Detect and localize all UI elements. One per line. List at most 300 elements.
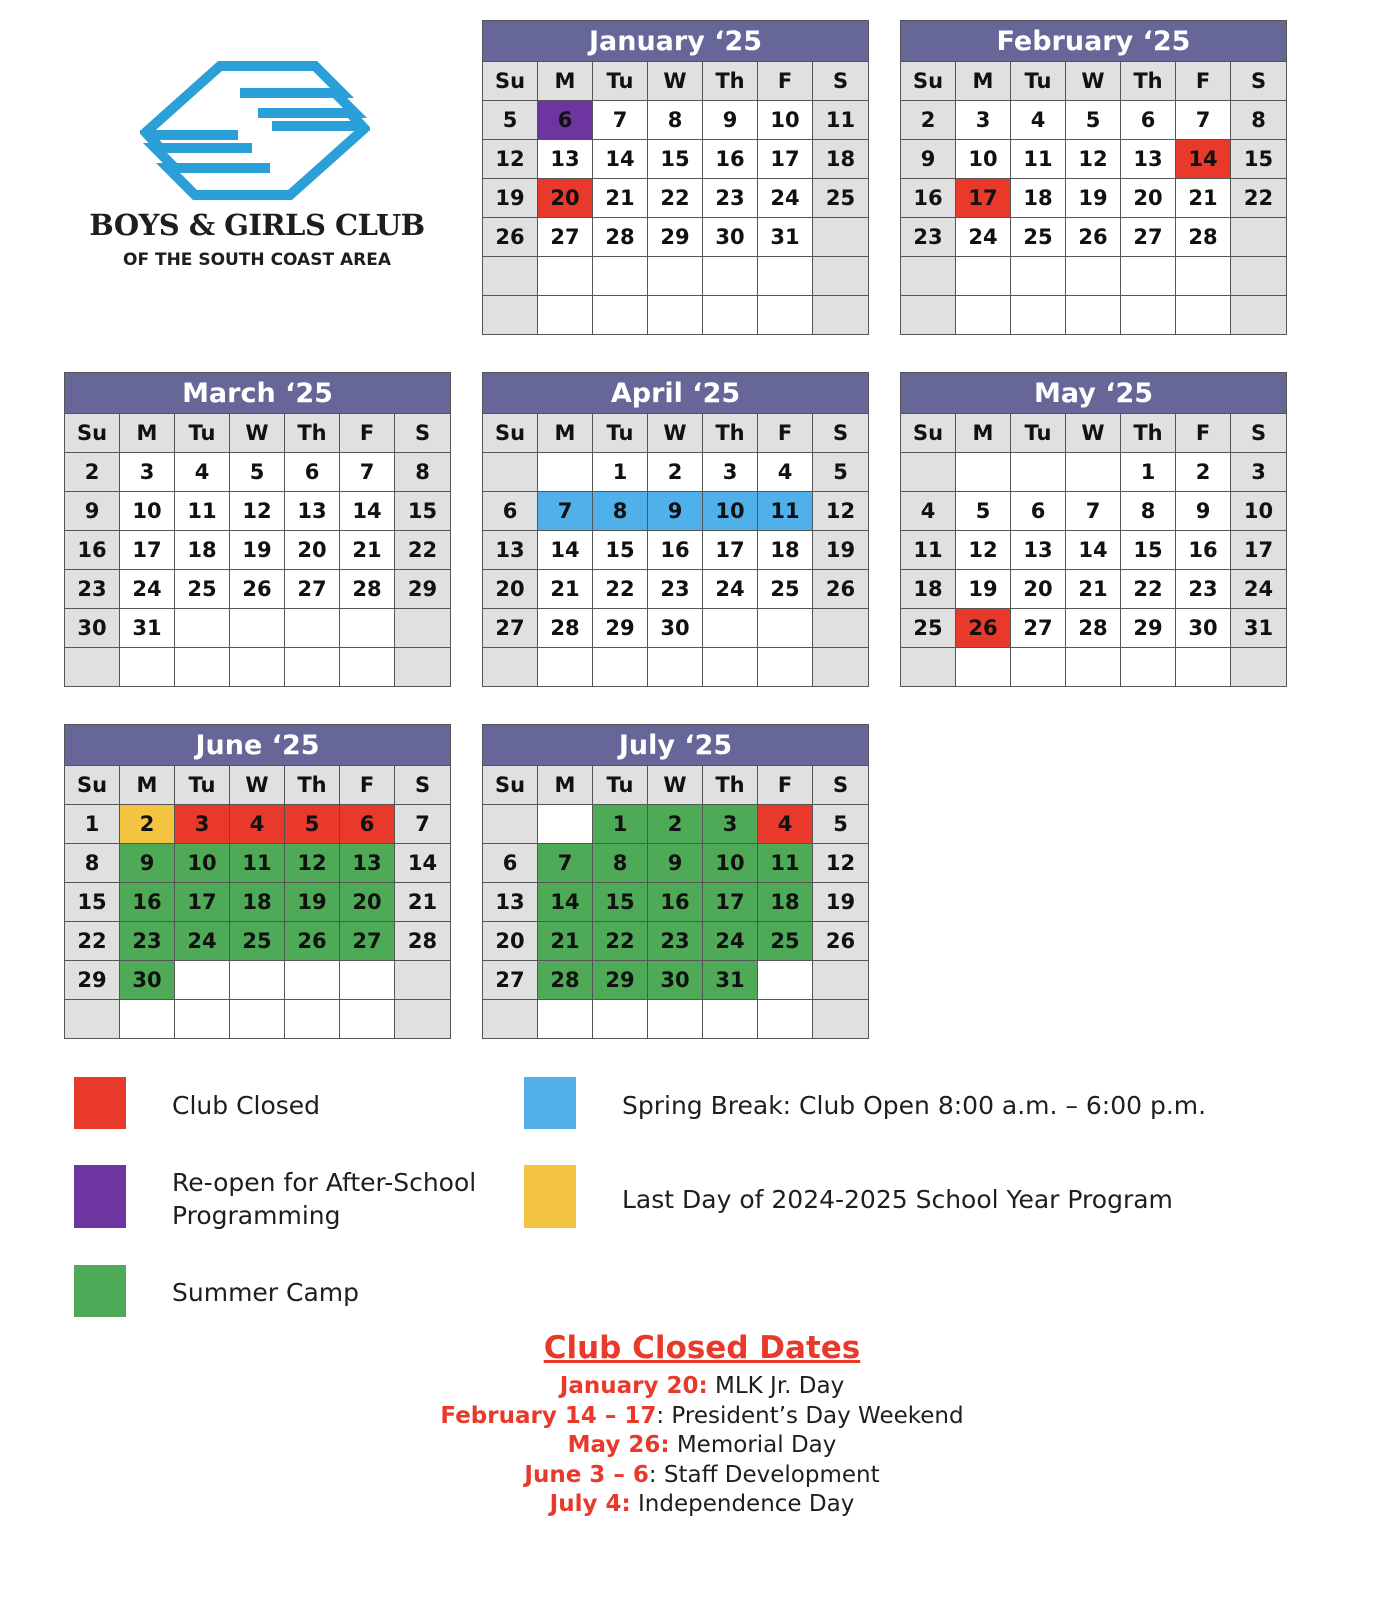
day-cell: 21: [538, 570, 593, 609]
day-cell: 23: [648, 922, 703, 961]
day-cell: 2: [648, 805, 703, 844]
day-cell: 18: [175, 531, 230, 570]
day-cell: 22: [1231, 179, 1286, 218]
day-cell: 17: [175, 883, 230, 922]
day-cell: 6: [1011, 492, 1066, 531]
empty-cell: [956, 453, 1011, 492]
day-cell: 11: [175, 492, 230, 531]
empty-cell: [483, 453, 538, 492]
empty-cell: [230, 961, 285, 1000]
day-cell: 24: [1231, 570, 1286, 609]
day-cell: 1: [593, 805, 648, 844]
legend-reopen-line2: Programming: [172, 1201, 341, 1230]
empty-cell: [813, 218, 868, 257]
day-cell: 15: [1231, 140, 1286, 179]
day-cell: 21: [1176, 179, 1231, 218]
empty-cell: [813, 648, 868, 686]
day-cell: 27: [483, 961, 538, 1000]
closed-dates-section: [0, 1330, 1382, 1520]
day-cell: 9: [120, 844, 175, 883]
day-header: Su: [483, 766, 538, 805]
day-header: S: [813, 766, 868, 805]
day-cell: 27: [340, 922, 395, 961]
day-cell: 13: [1011, 531, 1066, 570]
day-cell: 3: [1231, 453, 1286, 492]
day-cell: 18: [813, 140, 868, 179]
day-cell: 29: [395, 570, 450, 609]
day-cell: 18: [901, 570, 956, 609]
empty-cell: [1231, 648, 1286, 686]
calendar-january: [482, 20, 869, 335]
day-cell: 19: [1066, 179, 1121, 218]
day-cell: 17: [1231, 531, 1286, 570]
day-header: S: [1231, 62, 1286, 101]
logo-subtitle: OF THE SOUTH COAST AREA: [123, 250, 391, 270]
empty-cell: [648, 648, 703, 686]
empty-cell: [1066, 648, 1121, 686]
day-cell: 23: [1176, 570, 1231, 609]
logo: [62, 58, 452, 298]
empty-cell: [230, 1000, 285, 1038]
day-header: Th: [285, 766, 340, 805]
empty-cell: [593, 648, 648, 686]
day-cell: 6: [538, 101, 593, 140]
empty-cell: [175, 648, 230, 686]
day-cell: 20: [285, 531, 340, 570]
day-cell: 27: [538, 218, 593, 257]
day-cell: 9: [648, 844, 703, 883]
empty-cell: [1066, 257, 1121, 296]
day-header: S: [395, 414, 450, 453]
day-cell: 16: [648, 531, 703, 570]
day-cell: 21: [593, 179, 648, 218]
day-cell: 6: [483, 844, 538, 883]
day-header: M: [538, 766, 593, 805]
empty-cell: [120, 648, 175, 686]
empty-cell: [813, 961, 868, 1000]
day-cell: 17: [703, 883, 758, 922]
day-cell: 12: [285, 844, 340, 883]
empty-cell: [648, 1000, 703, 1038]
day-cell: 27: [483, 609, 538, 648]
day-cell: 15: [593, 531, 648, 570]
month-grid: [901, 62, 1286, 334]
day-cell: 3: [956, 101, 1011, 140]
empty-cell: [1011, 296, 1066, 334]
empty-cell: [901, 648, 956, 686]
day-cell: 27: [1011, 609, 1066, 648]
day-cell: 6: [285, 453, 340, 492]
day-cell: 28: [593, 218, 648, 257]
day-cell: 7: [340, 453, 395, 492]
day-header: W: [1066, 414, 1121, 453]
empty-cell: [956, 648, 1011, 686]
empty-cell: [340, 609, 395, 648]
empty-cell: [956, 257, 1011, 296]
day-cell: 5: [1066, 101, 1121, 140]
day-cell: 9: [65, 492, 120, 531]
day-cell: 1: [65, 805, 120, 844]
day-cell: 15: [648, 140, 703, 179]
day-cell: 20: [1121, 179, 1176, 218]
day-header: F: [340, 414, 395, 453]
month-title: June ‘25: [65, 725, 450, 766]
day-cell: 25: [758, 922, 813, 961]
day-cell: 29: [648, 218, 703, 257]
empty-cell: [758, 257, 813, 296]
empty-cell: [901, 453, 956, 492]
empty-cell: [65, 1000, 120, 1038]
empty-cell: [1176, 257, 1231, 296]
day-cell: 21: [538, 922, 593, 961]
day-cell: 15: [1121, 531, 1176, 570]
day-cell: 15: [395, 492, 450, 531]
day-header: F: [758, 62, 813, 101]
empty-cell: [758, 1000, 813, 1038]
day-cell: 22: [593, 922, 648, 961]
day-cell: 3: [175, 805, 230, 844]
day-cell: 26: [1066, 218, 1121, 257]
day-cell: 28: [538, 609, 593, 648]
day-header: F: [1176, 414, 1231, 453]
day-header: W: [230, 414, 285, 453]
empty-cell: [593, 257, 648, 296]
day-cell: 29: [593, 609, 648, 648]
empty-cell: [175, 609, 230, 648]
legend-swatch-closed: [74, 1077, 126, 1129]
day-cell: 2: [648, 453, 703, 492]
day-header: W: [1066, 62, 1121, 101]
day-cell: 6: [483, 492, 538, 531]
day-cell: 22: [648, 179, 703, 218]
day-header: Su: [65, 414, 120, 453]
empty-cell: [1121, 648, 1176, 686]
day-header: Th: [285, 414, 340, 453]
day-cell: 30: [1176, 609, 1231, 648]
day-cell: 24: [175, 922, 230, 961]
empty-cell: [648, 257, 703, 296]
day-header: Su: [483, 62, 538, 101]
empty-cell: [813, 296, 868, 334]
day-cell: 19: [813, 531, 868, 570]
day-cell: 1: [1121, 453, 1176, 492]
day-cell: 19: [483, 179, 538, 218]
day-cell: 21: [1066, 570, 1121, 609]
day-cell: 10: [1231, 492, 1286, 531]
legend-swatch-spring: [524, 1077, 576, 1129]
empty-cell: [1176, 296, 1231, 334]
day-cell: 10: [175, 844, 230, 883]
day-cell: 30: [120, 961, 175, 1000]
empty-cell: [395, 961, 450, 1000]
day-cell: 8: [593, 492, 648, 531]
day-cell: 20: [483, 922, 538, 961]
day-cell: 11: [758, 492, 813, 531]
day-cell: 2: [120, 805, 175, 844]
day-cell: 23: [65, 570, 120, 609]
day-cell: 29: [593, 961, 648, 1000]
day-cell: 20: [1011, 570, 1066, 609]
day-cell: 12: [956, 531, 1011, 570]
day-cell: 28: [395, 922, 450, 961]
day-cell: 14: [340, 492, 395, 531]
empty-cell: [230, 609, 285, 648]
day-cell: 22: [593, 570, 648, 609]
day-header: W: [648, 414, 703, 453]
day-header: S: [813, 62, 868, 101]
day-cell: 5: [230, 453, 285, 492]
day-cell: 10: [758, 101, 813, 140]
day-cell: 14: [1066, 531, 1121, 570]
legend-reopen: [172, 1166, 476, 1232]
month-title: March ‘25: [65, 373, 450, 414]
day-cell: 8: [1121, 492, 1176, 531]
day-cell: 4: [901, 492, 956, 531]
empty-cell: [703, 1000, 758, 1038]
empty-cell: [1011, 453, 1066, 492]
day-header: F: [340, 766, 395, 805]
empty-cell: [1011, 648, 1066, 686]
month-grid: [65, 414, 450, 686]
day-header: Th: [703, 766, 758, 805]
day-cell: 4: [758, 805, 813, 844]
empty-cell: [758, 961, 813, 1000]
day-cell: 31: [120, 609, 175, 648]
empty-cell: [483, 805, 538, 844]
day-cell: 7: [593, 101, 648, 140]
day-cell: 26: [285, 922, 340, 961]
day-cell: 24: [703, 922, 758, 961]
day-cell: 8: [648, 101, 703, 140]
day-cell: 22: [65, 922, 120, 961]
day-cell: 4: [758, 453, 813, 492]
empty-cell: [483, 648, 538, 686]
empty-cell: [648, 296, 703, 334]
day-cell: 29: [1121, 609, 1176, 648]
empty-cell: [483, 257, 538, 296]
empty-cell: [1176, 648, 1231, 686]
closed-date-item: February 14 – 17: President’s Day Weekend: [440, 1402, 964, 1429]
day-cell: 26: [956, 609, 1011, 648]
day-cell: 3: [703, 453, 758, 492]
empty-cell: [285, 961, 340, 1000]
legend-swatch-camp: [74, 1265, 126, 1317]
day-header: W: [648, 62, 703, 101]
day-cell: 31: [703, 961, 758, 1000]
empty-cell: [483, 1000, 538, 1038]
legend-club-closed: Club Closed: [172, 1091, 321, 1120]
day-cell: 16: [901, 179, 956, 218]
empty-cell: [483, 296, 538, 334]
month-title: July ‘25: [483, 725, 868, 766]
empty-cell: [1066, 296, 1121, 334]
empty-cell: [1231, 218, 1286, 257]
day-cell: 8: [593, 844, 648, 883]
day-cell: 12: [483, 140, 538, 179]
day-cell: 13: [538, 140, 593, 179]
empty-cell: [538, 257, 593, 296]
day-cell: 8: [65, 844, 120, 883]
legend-swatch-reopen: [74, 1165, 126, 1228]
day-cell: 2: [65, 453, 120, 492]
day-cell: 23: [901, 218, 956, 257]
day-cell: 8: [1231, 101, 1286, 140]
day-header: F: [758, 414, 813, 453]
empty-cell: [340, 961, 395, 1000]
day-cell: 31: [1231, 609, 1286, 648]
day-cell: 20: [483, 570, 538, 609]
day-cell: 16: [65, 531, 120, 570]
day-cell: 17: [956, 179, 1011, 218]
day-cell: 30: [703, 218, 758, 257]
day-cell: 13: [1121, 140, 1176, 179]
day-header: Th: [703, 414, 758, 453]
day-cell: 7: [538, 844, 593, 883]
month-title: April ‘25: [483, 373, 868, 414]
day-cell: 27: [285, 570, 340, 609]
day-cell: 16: [1176, 531, 1231, 570]
day-header: Tu: [593, 62, 648, 101]
day-header: Tu: [1011, 414, 1066, 453]
day-cell: 5: [285, 805, 340, 844]
day-cell: 11: [758, 844, 813, 883]
empty-cell: [395, 1000, 450, 1038]
empty-cell: [1121, 296, 1176, 334]
closed-date-item: June 3 – 6: Staff Development: [524, 1461, 880, 1488]
month-grid: [483, 414, 868, 686]
day-cell: 19: [956, 570, 1011, 609]
empty-cell: [175, 1000, 230, 1038]
day-cell: 13: [340, 844, 395, 883]
day-cell: 23: [703, 179, 758, 218]
day-header: F: [1176, 62, 1231, 101]
day-cell: 28: [1066, 609, 1121, 648]
empty-cell: [956, 296, 1011, 334]
day-cell: 9: [901, 140, 956, 179]
day-cell: 9: [703, 101, 758, 140]
calendar-may: [900, 372, 1287, 687]
empty-cell: [901, 257, 956, 296]
day-cell: 6: [340, 805, 395, 844]
day-cell: 21: [340, 531, 395, 570]
day-cell: 20: [538, 179, 593, 218]
day-header: M: [538, 414, 593, 453]
day-cell: 14: [1176, 140, 1231, 179]
day-header: S: [395, 766, 450, 805]
day-cell: 7: [395, 805, 450, 844]
day-cell: 30: [648, 961, 703, 1000]
day-cell: 29: [65, 961, 120, 1000]
day-cell: 7: [1176, 101, 1231, 140]
day-cell: 11: [901, 531, 956, 570]
day-cell: 10: [120, 492, 175, 531]
hands-logo-icon: [140, 58, 370, 208]
day-cell: 25: [758, 570, 813, 609]
day-cell: 26: [813, 922, 868, 961]
day-cell: 14: [538, 883, 593, 922]
day-header: S: [1231, 414, 1286, 453]
day-cell: 6: [1121, 101, 1176, 140]
empty-cell: [340, 648, 395, 686]
day-cell: 30: [65, 609, 120, 648]
day-cell: 4: [1011, 101, 1066, 140]
empty-cell: [538, 805, 593, 844]
calendar-july: [482, 724, 869, 1039]
closed-date-item: May 26: Memorial Day: [567, 1432, 837, 1458]
month-title: May ‘25: [901, 373, 1286, 414]
empty-cell: [1231, 257, 1286, 296]
day-cell: 14: [538, 531, 593, 570]
day-cell: 17: [120, 531, 175, 570]
day-header: Tu: [593, 766, 648, 805]
calendar-february: [900, 20, 1287, 335]
day-cell: 11: [1011, 140, 1066, 179]
calendar-april: [482, 372, 869, 687]
empty-cell: [538, 453, 593, 492]
day-cell: 5: [813, 453, 868, 492]
empty-cell: [703, 648, 758, 686]
day-cell: 10: [703, 492, 758, 531]
day-cell: 4: [230, 805, 285, 844]
day-cell: 18: [1011, 179, 1066, 218]
day-cell: 17: [703, 531, 758, 570]
day-cell: 7: [1066, 492, 1121, 531]
day-cell: 22: [1121, 570, 1176, 609]
day-cell: 25: [230, 922, 285, 961]
empty-cell: [758, 609, 813, 648]
day-header: Th: [1121, 414, 1176, 453]
day-cell: 13: [285, 492, 340, 531]
calendar-march: [64, 372, 451, 687]
day-cell: 24: [703, 570, 758, 609]
day-cell: 13: [483, 883, 538, 922]
day-cell: 23: [648, 570, 703, 609]
empty-cell: [175, 961, 230, 1000]
empty-cell: [538, 648, 593, 686]
closed-date-item: July 4: Independence Day: [549, 1491, 855, 1517]
day-cell: 28: [340, 570, 395, 609]
day-header: M: [120, 414, 175, 453]
legend-swatch-lastday: [524, 1165, 576, 1228]
day-cell: 8: [395, 453, 450, 492]
day-cell: 9: [1176, 492, 1231, 531]
empty-cell: [395, 609, 450, 648]
day-cell: 24: [120, 570, 175, 609]
empty-cell: [1121, 257, 1176, 296]
empty-cell: [65, 648, 120, 686]
empty-cell: [593, 1000, 648, 1038]
day-header: Th: [1121, 62, 1176, 101]
empty-cell: [395, 648, 450, 686]
legend-spring-break: Spring Break: Club Open 8:00 a.m. – 6:00 p.m.: [622, 1091, 1207, 1120]
day-header: M: [538, 62, 593, 101]
empty-cell: [538, 296, 593, 334]
day-cell: 31: [758, 218, 813, 257]
empty-cell: [901, 296, 956, 334]
month-grid: [901, 414, 1286, 686]
day-header: F: [758, 766, 813, 805]
day-cell: 19: [813, 883, 868, 922]
closed-date-item: January 20: MLK Jr. Day: [559, 1373, 845, 1399]
empty-cell: [703, 257, 758, 296]
month-title: February ‘25: [901, 21, 1286, 62]
day-cell: 5: [956, 492, 1011, 531]
day-cell: 9: [648, 492, 703, 531]
day-cell: 1: [593, 453, 648, 492]
day-cell: 28: [538, 961, 593, 1000]
day-header: M: [956, 62, 1011, 101]
day-cell: 18: [230, 883, 285, 922]
